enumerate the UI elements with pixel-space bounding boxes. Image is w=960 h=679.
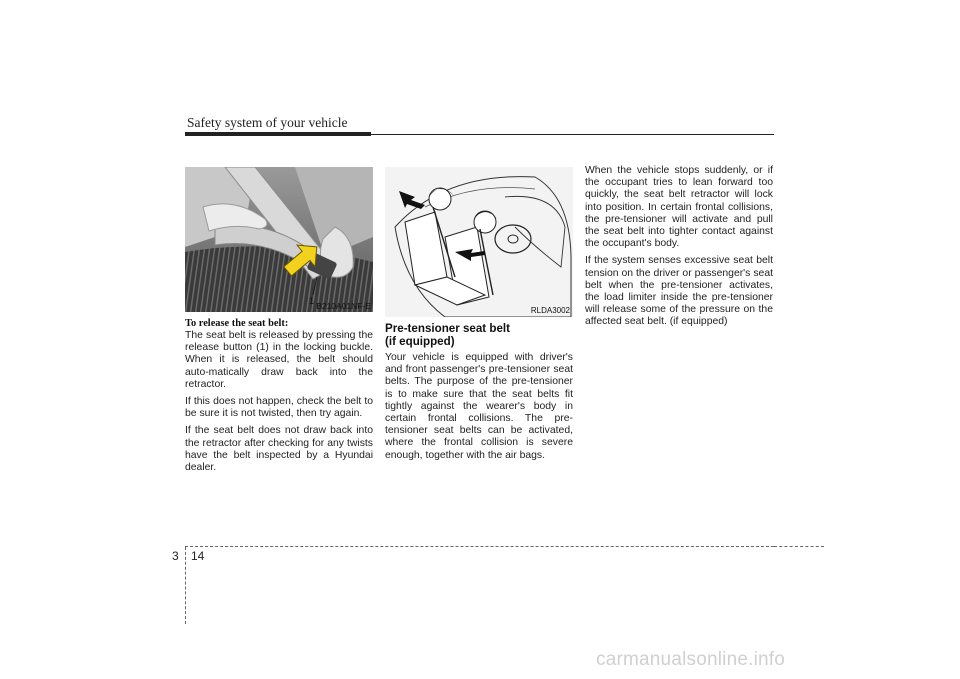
paragraph: If this does not happen, check the belt to be sure it is not twisted, then try again. [185, 396, 373, 420]
header-rule-accent [185, 132, 371, 136]
paragraph: When the vehicle stops suddenly, or if the occupant tries to lean forward too quickly, the seat belt retractor will lock into position. In certain frontal collisions, the pre-tensioner will activate and pull the seat belt into tighter contact against the occupant's body. [585, 165, 773, 250]
subheading-release: To release the seat belt: [185, 318, 289, 329]
figure-code: B210A01NF-E [316, 301, 371, 311]
figure-callout-number: 1 [309, 296, 315, 306]
car-interior-drawing [385, 167, 573, 317]
section-title-line: Pre-tensioner seat belt [385, 322, 510, 335]
buckle-photo-illustration [185, 167, 373, 312]
figure-code: RLDA3002 [530, 306, 570, 315]
paragraph: If the seat belt does not draw back into the retractor after checking for any twists have the belt inspected by a Hyundai dealer. [185, 425, 373, 474]
column-load-limiter [585, 165, 773, 334]
paragraph: The seat belt is released by pressing the release button (1) in the locking buckle. When it is released, the belt should auto-matically draw back into the retractor. [185, 330, 373, 390]
paragraph: If the system senses excessive seat belt tension on the driver or passenger's seat belt when the pre-tensioner activates, the load limiter inside the pre-tensioner will release some of the pressure on the affected seat belt. (if equipped) [585, 255, 773, 328]
paragraph: Your vehicle is equipped with driver's and front passenger's pre-tensioner seat belts. The purpose of the pre-tensioner is to make sure that the seat belts fit tightly against the wearer's body in certain frontal collisions. The pre-tensioner seat belts can be activated, where the frontal collision is severe enough, together with the air bags. [385, 352, 573, 461]
page-number: 14 [191, 549, 205, 563]
section-title-line: (if equipped) [385, 334, 455, 348]
footer-divider [185, 547, 186, 624]
watermark: carmanualsonline.info [596, 649, 786, 670]
section-title [385, 323, 573, 348]
chapter-number: 3 [172, 549, 179, 563]
column-release-belt [185, 167, 373, 479]
footer-rule-extension [774, 546, 824, 547]
seat-belt-buckle-photo [185, 167, 373, 312]
pretensioner-illustration [385, 167, 573, 317]
page-section-title: Safety system of your vehicle [187, 115, 348, 130]
column-pretensioner [385, 167, 573, 467]
footer-rule [185, 546, 774, 547]
